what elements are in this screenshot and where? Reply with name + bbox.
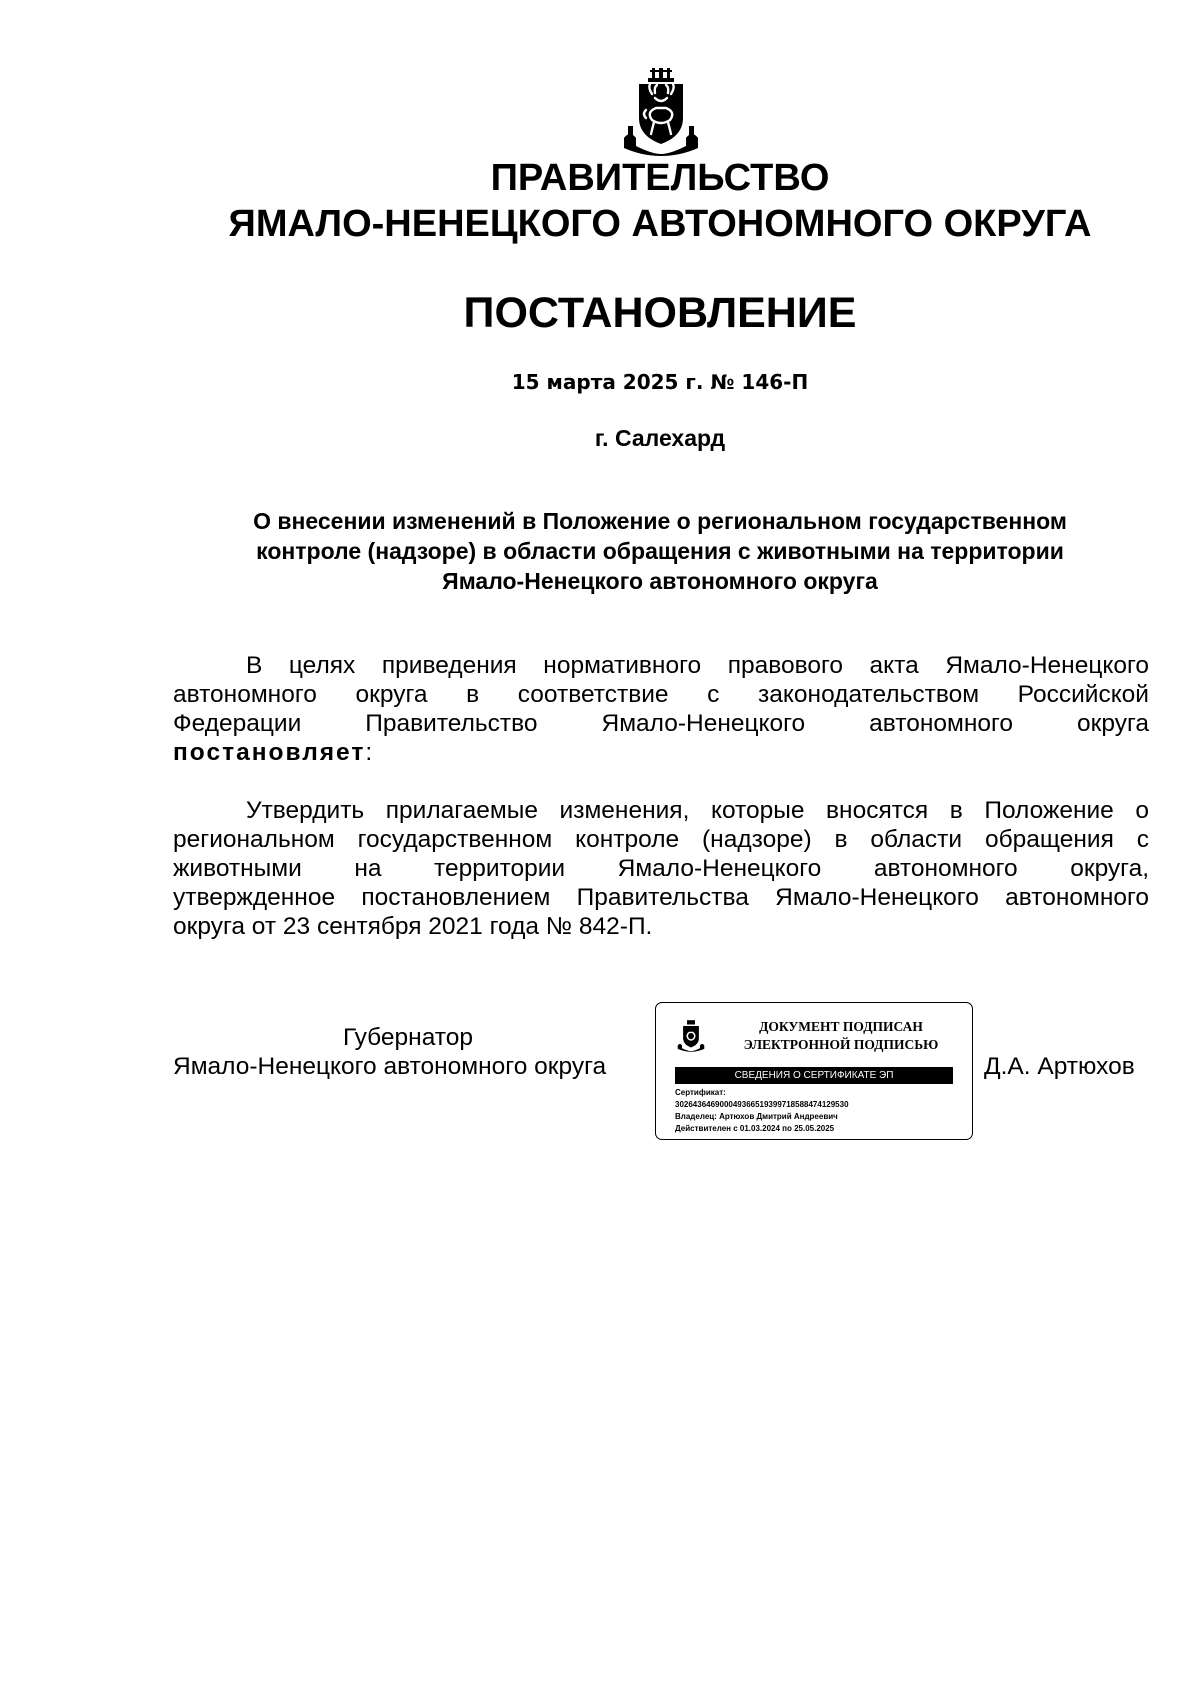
preamble-paragraph <box>173 651 1149 767</box>
paragraph-line <box>173 738 1149 767</box>
certificate-label: Сертификат: <box>675 1088 726 1097</box>
signatory-organization: Ямало-Ненецкого автономного округа <box>173 1053 607 1080</box>
decree-colon: : <box>365 739 373 766</box>
certificate-validity: Действителен с 01.03.2024 по 25.05.2025 <box>675 1124 835 1133</box>
certificate-details <box>675 1087 965 1135</box>
city-line: г. Салехард <box>594 425 726 451</box>
subject-line: контроле (надзоре) в области обращения с животными на территории <box>256 538 1064 564</box>
government-title-line-2: ЯМАЛО-НЕНЕЦКОГО АВТОНОМНОГО ОКРУГА <box>228 203 1092 245</box>
signatory-name: Д.А. Артюхов <box>984 1053 1135 1080</box>
subject-line: Ямало-Ненецкого автономного округа <box>442 568 878 594</box>
signatory-position <box>173 1023 643 1081</box>
paragraph-line: региональном государственном контроле (надзоре) в области обращения с <box>173 826 1149 853</box>
signatory-role: Губернатор <box>343 1024 473 1051</box>
coat-of-arms-emblem <box>622 68 700 156</box>
paragraph-line: Федерации Правительство Ямало-Ненецкого автономного округа <box>173 710 1149 737</box>
government-title-line-1: ПРАВИТЕЛЬСТВО <box>490 157 830 199</box>
paragraph-line: животными на территории Ямало-Ненецкого автономного округа, <box>173 855 1149 882</box>
stamp-emblem-icon <box>677 1017 705 1055</box>
stamp-title-line-1: ДОКУМЕНТ ПОДПИСАН <box>759 1019 923 1034</box>
certificate-owner: Владелец: Артюхов Дмитрий Андреевич <box>675 1112 838 1121</box>
decree-word: постановляет <box>173 739 366 766</box>
paragraph-line: утвержденное постановлением Правительства Ямало-Ненецкого автономного <box>173 884 1149 911</box>
paragraph-line: Утвердить прилагаемые изменения, которые вносятся в Положение о <box>246 797 1149 824</box>
resolution-paragraph <box>173 796 1149 941</box>
document-subject <box>170 506 1150 596</box>
paragraph-line: автономного округа в соответствие с законодательством Российской <box>173 681 1149 708</box>
electronic-signature-stamp <box>655 1002 973 1140</box>
paragraph-line: В целях приведения нормативного правового акта Ямало-Ненецкого <box>246 652 1149 679</box>
certificate-number: 302643646900049366519399718588474129530 <box>675 1100 849 1109</box>
certificate-info-bar: СВЕДЕНИЯ О СЕРТИФИКАТЕ ЭП <box>675 1067 953 1084</box>
paragraph-line: округа от 23 сентября 2021 года № 842-П. <box>173 913 653 940</box>
date-and-number: 15 марта 2025 г. № 146-П <box>511 370 809 394</box>
document-type-heading: ПОСТАНОВЛЕНИЕ <box>463 289 857 337</box>
stamp-title-line-2: ЭЛЕКТРОННОЙ ПОДПИСЬЮ <box>743 1037 939 1052</box>
subject-line: О внесении изменений в Положение о региональном государственном <box>253 508 1067 534</box>
